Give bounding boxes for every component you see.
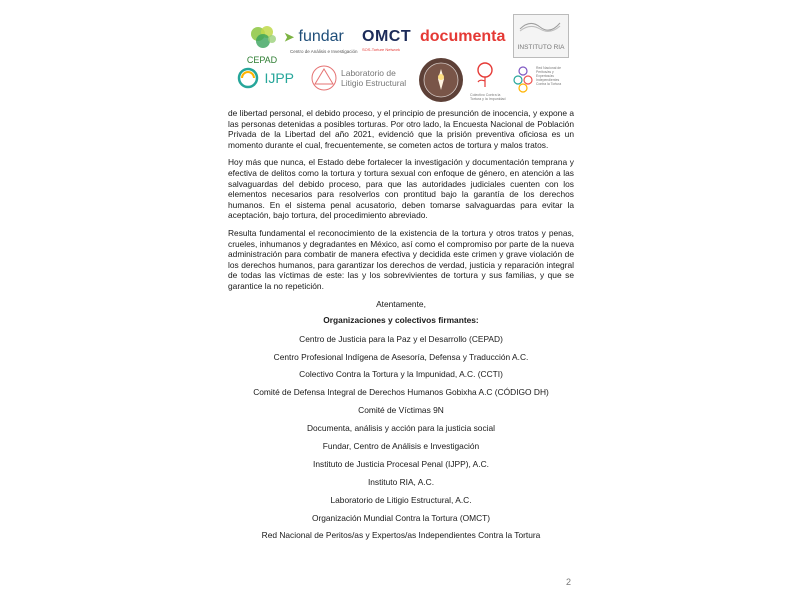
signatory-item: Organización Mundial Contra la Tortura (OMCT) [311, 512, 491, 523]
signatory-item: Comité de Víctimas 9N [358, 405, 444, 416]
codigo-dh-seal-logo [418, 57, 464, 103]
page-number: 2 [566, 577, 572, 587]
fundar-subtitle: Centro de Análisis e Investigación [290, 49, 358, 54]
documenta-label: documenta [420, 28, 506, 45]
ijpp-circle-icon [236, 66, 260, 90]
signatory-item: Documenta, análisis y acción para la justicia social [306, 423, 496, 434]
signatory-item: Instituto de Justicia Procesal Penal (IJPP), A.C. [313, 458, 489, 469]
omct-label: OMCT [362, 28, 412, 45]
signatory-item: Instituto RIA, A.C. [367, 476, 435, 487]
signatory-item: Fundar, Centro de Análisis e Investigación [322, 441, 480, 452]
fundar-arrow-icon: ➤ [284, 30, 295, 44]
ria-waves-icon [514, 15, 566, 35]
ccti-label: Colectivo Contra la Tortura y la Impunidad [470, 93, 506, 102]
letter-body [228, 108, 574, 548]
laboratorio-logo [310, 62, 414, 96]
signatories-list [228, 334, 574, 541]
seal-icon [418, 57, 464, 103]
signatory-item: Centro Profesional Indígena de Asesoría, Defensa y Traducción A.C. [273, 351, 529, 362]
signatory-item: Red Nacional de Peritos/as y Expertos/as Independientes Contra la Tortura [261, 530, 541, 541]
laboratorio-triangle-icon [310, 64, 338, 92]
signatories-heading: Organizaciones y colectivos firmantes: [323, 315, 479, 326]
documenta-logo [420, 28, 512, 52]
fundar-label: fundar [298, 28, 344, 45]
cepad-label: CEPAD [246, 55, 278, 65]
ccti-logo [470, 60, 510, 102]
ijpp-label: IJPP [264, 70, 295, 86]
ijpp-logo [236, 66, 302, 92]
laboratorio-label-line1: Laboratorio de [341, 68, 396, 78]
paragraph-1: de libertad personal, el debido proceso, y el principio de presunción de inocencia, y expone a las personas detenidas a posibles torturas. Por otro lado, la Encuesta Nacional de Población Privada de la Libertad del año 2021, evidenció que la prisión preventiva oficiosa es un momento durante el cual, frecuentemente, se cometen actos de tortura y malos tratos. [228, 108, 574, 150]
cepad-logo [242, 24, 288, 64]
omct-subtitle: SOS-Torture Network [362, 47, 401, 52]
red-peritos-dots-icon [512, 64, 534, 94]
fundar-logo [284, 28, 362, 58]
logo-banner [230, 10, 570, 105]
red-peritos-logo [512, 62, 572, 98]
ria-label: INSTITUTO RIA [517, 44, 565, 51]
paragraph-2: Hoy más que nunca, el Estado debe fortalecer la investigación y documentación temprana y efectiva de delitos como la tortura y tortura sexual con enfoque de género, en atención a las salvaguardas del debido proceso, para que las autoridades judiciales cuenten con los elementos necesarios para resolverlos con prontitud bajo la garantía de los derechos humanos. En el sistema penal acusatorio, deben tomarse salvaguardas para evitar la aceptación, bajo tortura, del procedimiento abreviado. [228, 157, 574, 221]
cepad-leaf-icon [242, 24, 288, 52]
omct-logo [362, 28, 420, 58]
ccti-flower-icon [470, 60, 500, 88]
closing-salutation: Atentamente, [376, 298, 426, 309]
ria-logo [513, 14, 569, 58]
red-peritos-label: Red Nacional de Peritos/as y Expertos/as Independientes Contra la Tortura [536, 66, 562, 86]
laboratorio-label-line2: Litigio Estructural [341, 78, 407, 88]
signatory-item: Centro de Justicia para la Paz y el Desarrollo (CEPAD) [299, 333, 503, 344]
signatory-item: Laboratorio de Litigio Estructural, A.C. [330, 494, 472, 505]
paragraph-3: Resulta fundamental el reconocimiento de la existencia de la tortura y otros tratos y penas, crueles, inhumanos y degradantes en México, así como el compromiso por parte de la nueva administración para combatir de manera efectiva y decidida este crimen y grave violación de los derechos humanos, para garantizar los derechos de verdad, justicia y reparación integral de todas las víctimas de este: las y los sobrevivientes de tortura y sus familias, y que se garantice la no repetición. [228, 227, 574, 291]
signatory-item: Comité de Defensa Integral de Derechos Humanos Gobixha A.C (CÓDIGO DH) [253, 387, 549, 398]
signatory-item: Colectivo Contra la Tortura y la Impunidad, A.C. (CCTI) [299, 369, 503, 380]
